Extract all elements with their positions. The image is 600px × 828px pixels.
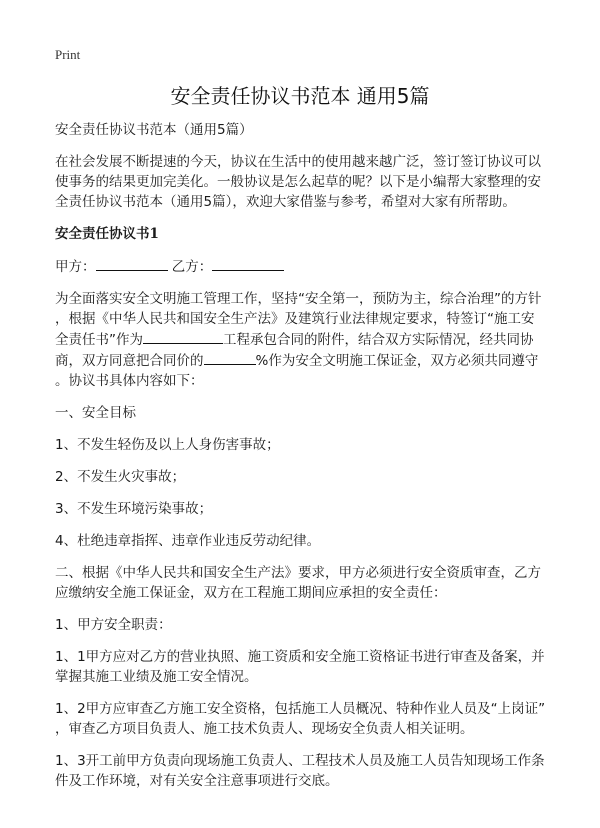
text-line: 掌握其施工业绩及施工安全情况。 <box>55 669 258 685</box>
parties-line <box>55 256 555 277</box>
preamble-paragraph <box>55 289 555 391</box>
text-line: ，审查乙方项目负责人、施工技术负责人、现场安全负责人相关证明。 <box>55 721 474 737</box>
party-b-label: 乙方： <box>171 259 213 275</box>
text-line: 件及工作环境，对有关安全注意事项进行交底。 <box>55 773 339 789</box>
duty-item <box>55 699 555 739</box>
text-line: 全责任协议书范本（通用5篇），欢迎大家借鉴与参考，希望对大家有所帮助。 <box>55 194 516 210</box>
text-line <box>55 350 555 371</box>
duty-item <box>55 751 555 791</box>
party-a-label: 甲方： <box>55 259 96 275</box>
text-line: 。协议书具体内容如下： <box>55 373 204 389</box>
duty-item <box>55 647 555 687</box>
text-segment: %作为安全文明施工保证金，双方必须共同遵守 <box>255 353 539 369</box>
project-name-blank <box>143 329 223 344</box>
intro-paragraph <box>55 152 555 212</box>
document-subtitle <box>55 120 555 140</box>
subtitle-text: 安全责任协议书范本（通用5篇） <box>55 122 253 138</box>
text-segment: 工程承包合同的附件，结合双方实际情况，经共同协 <box>223 332 534 348</box>
goal-item: 2、不发生火灾事故； <box>55 469 186 485</box>
text-line: 应缴纳安全施工保证金，双方在工程施工期间应承担的安全责任： <box>55 585 447 601</box>
section2-paragraph <box>55 563 555 603</box>
section-heading: 安全责任协议书1 <box>55 226 159 242</box>
text-line: 1、1甲方应对乙方的营业执照、施工资质和安全施工资格证书进行审查及备案，并 <box>55 649 545 665</box>
text-line: 1、2甲方应审查乙方施工安全资格，包括施工人员概况、特种作业人员及“上岗证” <box>55 701 546 717</box>
text-line: 使事务的结果更加完美化。一般协议是怎么起草的呢？以下是小编帮大家整理的安 <box>55 174 541 190</box>
text-line: 二、根据《中华人民共和国安全生产法》要求，甲方必须进行安全资质审查，乙方 <box>55 565 541 581</box>
goals-heading: 一、安全目标 <box>55 405 136 421</box>
document-title: 安全责任协议书范本 通用5篇 <box>170 84 430 108</box>
percentage-blank <box>204 350 256 365</box>
text-line: ，根据《中华人民共和国安全生产法》及建筑行业法律规定要求，特签订“施工安 <box>55 311 535 327</box>
goal-item: 4、杜绝违章指挥、违章作业违反劳动纪律。 <box>55 533 321 549</box>
party-b-blank <box>212 256 284 271</box>
text-line <box>55 329 555 350</box>
party-a-blank <box>96 256 168 271</box>
text-line: 为全面落实安全文明施工管理工作，坚持“安全第一，预防为主，综合治理”的方针 <box>55 291 542 307</box>
text-line: 1、3开工前甲方负责向现场施工负责人、工程技术人员及施工人员告知现场工作条 <box>55 753 545 769</box>
goal-item: 3、不发生环境污染事故； <box>55 501 213 517</box>
text-line: 在社会发展不断提速的今天，协议在生活中的使用越来越广泛，签订签订协议可以 <box>55 154 541 170</box>
print-link[interactable]: Print <box>55 47 81 62</box>
goal-item: 1、不发生轻伤及以上人身伤害事故； <box>55 437 280 453</box>
duties-heading: 1、甲方安全职责： <box>55 617 172 633</box>
document-body <box>55 120 555 803</box>
text-segment: 商，双方同意把合同价的 <box>55 353 204 369</box>
text-segment: 全责任书”作为 <box>55 332 143 348</box>
